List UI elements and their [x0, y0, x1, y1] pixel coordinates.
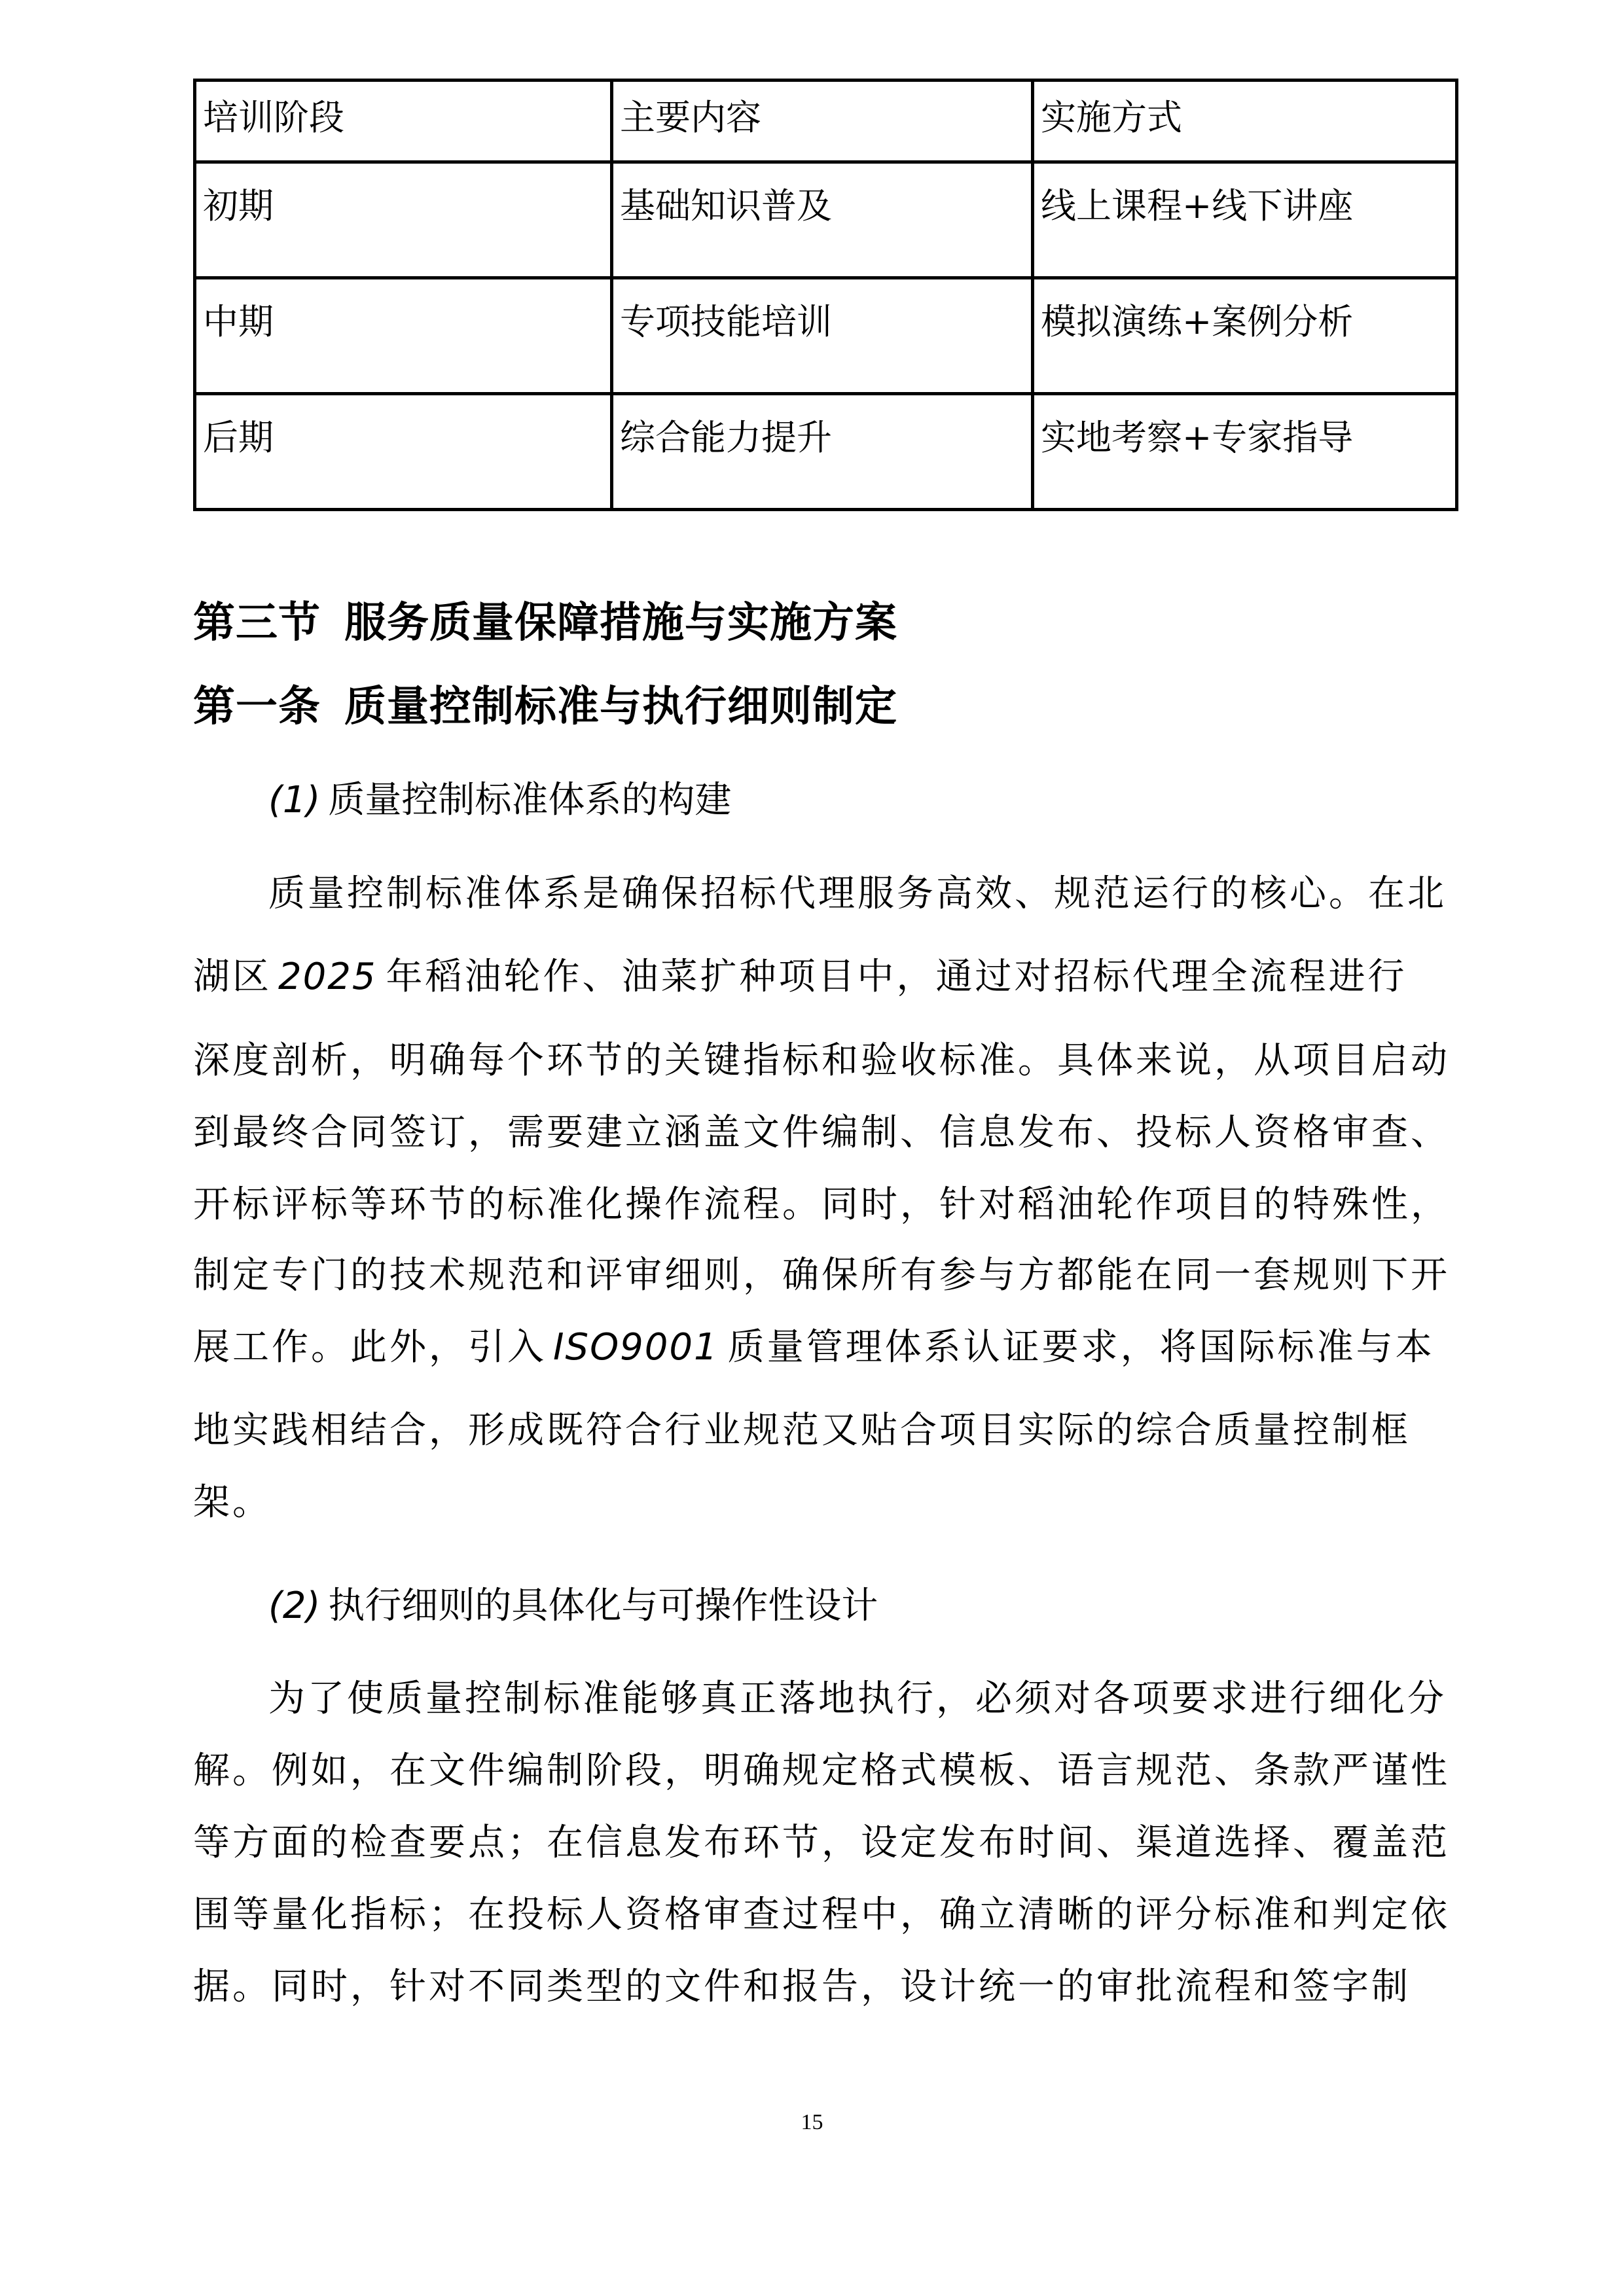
paragraph-line: 为了使质量控制标准能够真正落地执行，必须对各项要求进行细化分 [268, 1677, 1447, 1720]
table-row [195, 162, 1457, 278]
paragraph-line: 据。同时，针对不同类型的文件和报告，设计统一的审批流程和签字制 [193, 1965, 1411, 2008]
table-cell-method: 实地考察+专家指导 [1033, 394, 1457, 510]
table-cell-content: 专项技能培训 [612, 278, 1033, 394]
subsection-number: (1) [268, 779, 321, 821]
standard-code: ISO9001 [553, 1326, 719, 1369]
subsection-number: (2) [268, 1585, 321, 1627]
table-header-cell: 实施方式 [1033, 81, 1457, 162]
training-stages-table [193, 79, 1458, 511]
table-cell-stage: 中期 [195, 278, 612, 394]
table-cell-stage: 后期 [195, 394, 612, 510]
paragraph-line: 质量控制标准体系是确保招标代理服务高效、规范运行的核心。在北 [268, 872, 1447, 915]
table-row [195, 278, 1457, 394]
table-cell-content: 基础知识普及 [612, 162, 1033, 278]
paragraph-line: 到最终合同签订，需要建立涵盖文件编制、信息发布、投标人资格审查、 [193, 1111, 1450, 1154]
text-run: 质量管理体系认证要求，将国际标准与本 [727, 1326, 1435, 1369]
table-cell-method: 模拟演练+案例分析 [1033, 278, 1457, 394]
paragraph-line: 地实践相结合，形成既符合行业规范又贴合项目实际的综合质量控制框 [193, 1409, 1411, 1452]
table-header-row [195, 81, 1457, 162]
paragraph-line: 制定专门的技术规范和评审细则，确保所有参与方都能在同一套规则下开 [193, 1254, 1450, 1297]
table-header-cell: 培训阶段 [195, 81, 612, 162]
page-number: 15 [801, 2110, 823, 2134]
table-header-cell: 主要内容 [612, 81, 1033, 162]
paragraph-line [193, 954, 1407, 1001]
table-cell-method: 线上课程+线下讲座 [1033, 162, 1457, 278]
paragraph-line: 围等量化指标；在投标人资格审查过程中，确立清晰的评分标准和判定依 [193, 1893, 1450, 1936]
article-title: 质量控制标准与执行细则制定 [344, 683, 897, 731]
paragraph-line: 解。例如，在文件编制阶段，明确规定格式模板、语言规范、条款严谨性 [193, 1749, 1450, 1792]
paragraph-line: 架。 [193, 1481, 272, 1524]
subsection-title: 质量控制标准体系的构建 [328, 779, 732, 821]
text-run: 湖区 [193, 956, 272, 998]
subsection-heading [268, 1583, 878, 1630]
paragraph-line: 开标评标等环节的标准化操作流程。同时，针对稻油轮作项目的特殊性， [193, 1183, 1450, 1226]
subsection-heading [268, 777, 731, 824]
text-run: 年稻油轮作、油菜扩种项目中，通过对招标代理全流程进行 [386, 956, 1407, 998]
table-row [195, 394, 1457, 510]
paragraph-line [193, 1324, 1435, 1371]
section-label: 第三节 [193, 599, 321, 647]
text-run: 展工作。此外，引入 [193, 1326, 547, 1369]
table-cell-content: 综合能力提升 [612, 394, 1033, 510]
section-heading [193, 597, 897, 649]
section-title: 服务质量保障措施与实施方案 [344, 599, 897, 647]
subsection-title: 执行细则的具体化与可操作性设计 [328, 1585, 878, 1627]
paragraph-line: 深度剖析，明确每个环节的关键指标和验收标准。具体来说，从项目启动 [193, 1039, 1450, 1082]
year-number: 2025 [278, 956, 377, 998]
article-heading [193, 681, 897, 733]
article-label: 第一条 [193, 683, 321, 731]
table-cell-stage: 初期 [195, 162, 612, 278]
paragraph-line: 等方面的检查要点；在信息发布环节，设定发布时间、渠道选择、覆盖范 [193, 1821, 1450, 1864]
